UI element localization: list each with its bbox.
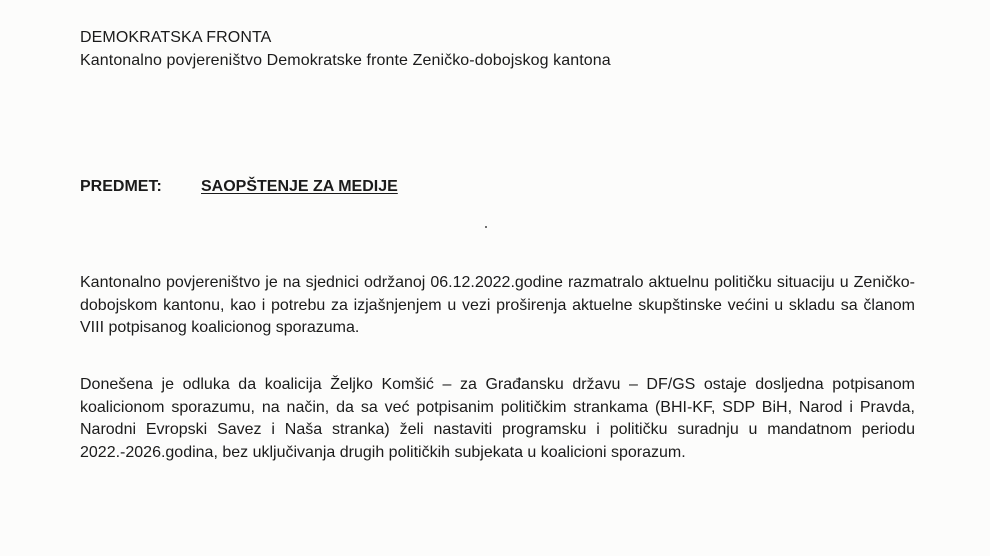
body-paragraph-2: Donešena je odluka da koalicija Željko Komšić – za Građansku državu – DF/GS ostaje dosljedna potpisanom koalicionom sporazumu, na način, da sa već potpisanim političkim strankama (BHI-KF, SDP BiH, Narod i Pravda, Narodni Evropski Savez i Naša stranka) želi nastaviti programsku i političku suradnju u mandatnom periodu 2022.-2026.godina, bez uključivanja drugih političkih subjekata u koalicioni sporazum.	[80, 376, 915, 462]
organization-subtitle: Kantonalno povjereništvo Demokratske fronte Zeničko-dobojskog kantona	[80, 52, 611, 69]
organization-name: DEMOKRATSKA FRONTA	[80, 29, 272, 46]
scan-speck	[485, 226, 487, 228]
subject-label: PREDMET:	[80, 178, 162, 195]
body-paragraph-1: Kantonalno povjereništvo je na sjednici održanoj 06.12.2022.godine razmatralo aktuelnu političku situaciju u Zeničko-dobojskom kantonu, kao i potrebu za izjašnjenjem u vezi proširenja aktuelne skupštinske većini u skladu sa članom VIII potpisanog koalicionog sporazuma.	[80, 274, 915, 337]
subject-title: SAOPŠTENJE ZA MEDIJE	[201, 178, 398, 195]
